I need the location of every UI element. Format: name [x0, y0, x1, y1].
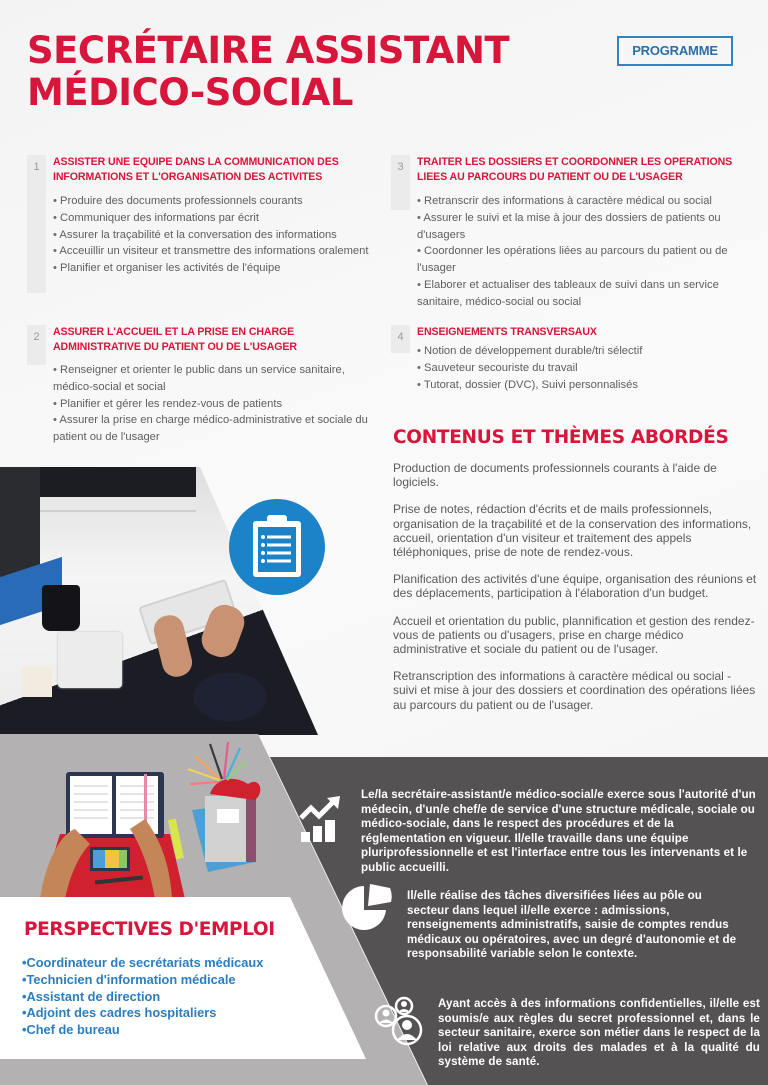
list-item: • Assurer le suivi et la mise à jour des dossiers de patients ou d'usagers — [417, 210, 747, 244]
module-title — [417, 325, 597, 340]
module-number: 3 — [391, 155, 410, 210]
contenus-paragraph: Retranscription des informations à caractère médical ou social - suivi et mise à jour des dossiers et coordination des opérations liées au parcours du patient ou de l'usager. — [393, 669, 756, 712]
list-item: • Planifier et organiser les activités de l'équipe — [53, 260, 373, 277]
clipboard-icon — [229, 499, 325, 595]
list-item: • Communiquer des informations par écrit — [53, 210, 373, 227]
list-item: • Elaborer et actualiser des tableaux de suivi dans un service sanitaire, médico-social ou social — [417, 277, 747, 311]
mug-shape — [42, 585, 80, 631]
list-item: • Technicien d'information médicale — [22, 972, 263, 989]
module-title — [417, 155, 732, 185]
module-title-line: ENSEIGNEMENTS TRANSVERSAUX — [417, 326, 597, 338]
module-title-line: ASSISTER UNE EQUIPE DANS LA COMMUNICATION DES — [53, 156, 339, 168]
notebook-desk-illustration — [0, 734, 300, 899]
module-number: 1 — [27, 155, 46, 293]
list-item: • Assistant de direction — [22, 989, 263, 1006]
contenus-paragraph: Prise de notes, rédaction d'écrits et de mails professionnels, organisation de la traçabilité et de la conservation des informations, accueil, orientation d'un visiteur et traitement des appels téléphoniques, prise de note de rendez-vous. — [393, 502, 752, 560]
title-line-1: SECRÉTAIRE ASSISTANT — [27, 29, 510, 72]
contenus-body — [393, 461, 758, 725]
module-title-line: TRAITER LES DOSSIERS ET COORDONNER LES OPERATIONS — [417, 156, 733, 168]
list-item: • Coordinateur de secrétariats médicaux — [22, 955, 263, 972]
list-item: • Adjoint des cadres hospitaliers — [22, 1005, 263, 1022]
list-item: • Sauveteur secouriste du travail — [417, 360, 747, 377]
growth-chart-icon — [299, 796, 341, 842]
title-line-2: MÉDICO-SOCIAL — [27, 71, 353, 114]
module-title-line: LIEES AU PARCOURS DU PATIENT OU DE L'USAGER — [417, 171, 683, 183]
page-title — [27, 30, 509, 114]
contenus-paragraph: Planification des activités d'une équipe, organisation des réunions et des déplacements, participation à l'élaboration d'un budget. — [393, 572, 757, 601]
contenus-paragraph: Accueil et orientation du public, plannification et gestion des rendez-vous de patients ou d'usagers, prise en charge médico administrative et sociale du patient ou de l'usager. — [393, 613, 755, 657]
programme-badge: PROGRAMME — [617, 36, 733, 66]
list-item: • Produire des documents professionnels courants — [53, 193, 373, 210]
module-items — [417, 343, 747, 393]
info-block-role: Le/la secrétaire-assistant/e médico-social/e exerce sous l'autorité d'un médecin, d'un/e chef/e de service d'une structure médicale, sociale ou médico-sociale, dans le respect des procédures et de la réglementation en vigueur. Il/elle travaille dans une équipe pluriprofessionnelle et est l'interface entre tous les intervenants et le public accueilli. — [361, 788, 756, 874]
module-title-line: INFORMATIONS ET L'ORGANISATION DES ACTIVITES — [53, 171, 323, 183]
list-item: • Acceuillir un visiteur et transmettre des informations oralement — [53, 243, 373, 260]
list-item: • Notion de développement durable/tri sélectif — [417, 343, 747, 360]
contenus-paragraph: Production de documents professionnels courants à l'aide de logiciels. — [393, 461, 717, 490]
module-items — [53, 193, 373, 277]
module-title-line: ASSURER L'ACCUEIL ET LA PRISE EN CHARGE — [53, 326, 295, 338]
module-items — [53, 362, 373, 446]
info-block-confidentiality: Ayant accès à des informations confidentielles, il/elle est soumis/e aux règles du secret professionnel et, dans le secteur sanitaire, exerce son métier dans le respect de la loi relative aux droits des malades et à la qualité du système de santé. — [438, 997, 760, 1069]
list-item: • Assurer la traçabilité et la conversation des informations — [53, 227, 373, 244]
list-item: • Coordonner les opérations liées au parcours du patient ou de l'usager — [417, 243, 747, 277]
list-item: • Planifier et gérer les rendez-vous de patients — [53, 396, 373, 413]
list-item: • Chef de bureau — [22, 1022, 263, 1039]
list-item: • Tutorat, dossier (DVC), Suivi personnalisés — [417, 377, 747, 394]
module-title — [53, 155, 339, 185]
pie-chart-icon — [340, 882, 392, 932]
monitor-shape — [0, 467, 40, 577]
module-title-line: ADMINISTRATIVE DU PATIENT OU DE L'USAGER — [53, 341, 297, 353]
perspectives-list — [22, 955, 263, 1039]
contenus-title: CONTENUS ET THÈMES ABORDÉS — [393, 427, 729, 448]
module-number: 2 — [27, 325, 46, 365]
imac-screen-shape — [36, 467, 196, 497]
module-number: 4 — [391, 325, 410, 353]
list-item: • Assurer la prise en charge médico-administrative et sociale du patient ou de l'usager — [53, 412, 373, 446]
list-item: • Retranscrir des informations à caractère médical ou social — [417, 193, 747, 210]
people-network-icon — [374, 996, 430, 1048]
sticker-shape — [22, 667, 52, 697]
info-block-tasks: Il/elle réalise des tâches diversifiées liées au pôle ou secteur dans lequel il/elle exerce : admissions, renseignements administratifs, saisie de comptes rendus médicaux ou opératoires, avec un degré d'autonomie et de responsabilité variable selon le contexte. — [407, 889, 737, 961]
perspectives-title: PERSPECTIVES D'EMPLOI — [24, 919, 275, 940]
list-item: • Renseigner et orienter le public dans un service sanitaire, médico-social et social — [53, 362, 373, 396]
trackpad-shape — [58, 632, 122, 688]
module-title — [53, 325, 297, 355]
module-items — [417, 193, 747, 311]
